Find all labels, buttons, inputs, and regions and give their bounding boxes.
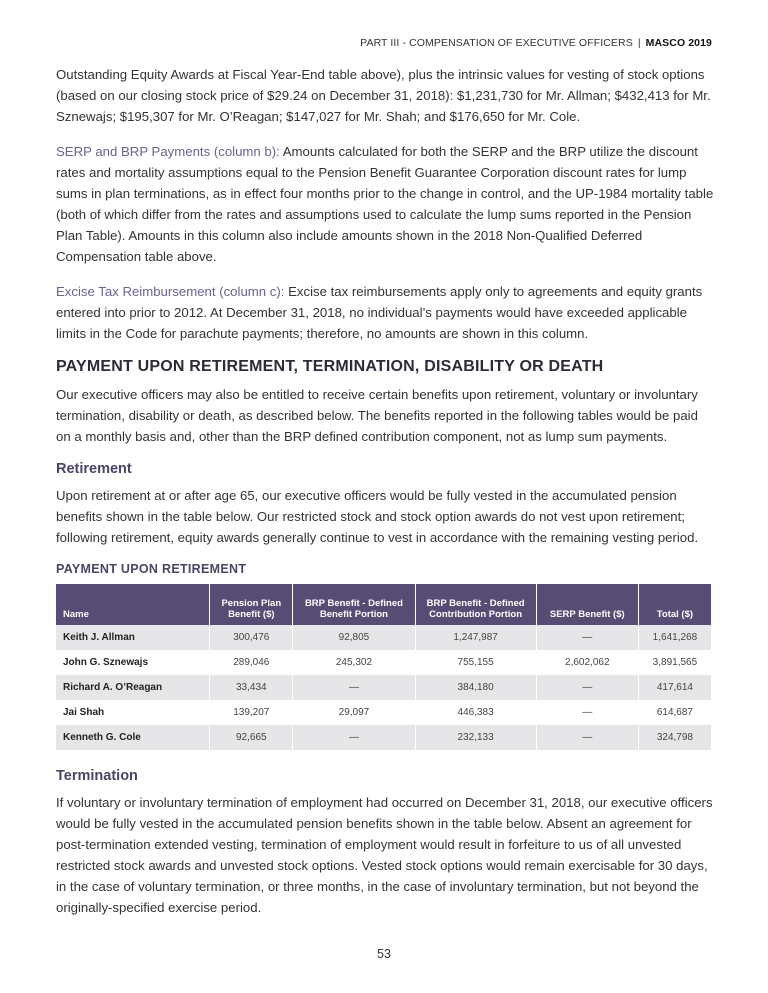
value-cell: —	[582, 707, 593, 718]
retirement-table	[55, 584, 712, 750]
paragraph-excise	[56, 281, 716, 344]
paragraph-serp-brp	[56, 141, 716, 267]
serp-label: SERP and BRP Payments (column b):	[56, 144, 280, 159]
table-row	[56, 650, 711, 675]
value-cell: 232,133	[416, 725, 536, 750]
value-cell: —	[293, 725, 414, 750]
table-row	[56, 725, 711, 750]
value-cell: 446,383	[457, 707, 494, 718]
termination-text: If voluntary or involuntary termination of employment had occurred on December 31, 2018, our executive officers would be fully vested in the accumulated pension benefits shown in the table below. Absent an agreement for post-termination extended vesting, termination of employment would result in forfeiture to us of all unvested restricted stock awards and unvested stock options. Vested stock options would remain exercisable for 30 days, in the case of voluntary termination, or three months, in the case of involuntary termination, but not beyond the originally-specified exercise period.	[56, 795, 713, 915]
table-header-row	[56, 584, 711, 625]
retirement-text: Upon retirement at or after age 65, our executive officers would be fully vested in the accumulated pension benefits shown in the table below. Our restricted stock and stock option awards do not vest upon retirement; following retirement, equity awards generally continue to vest in accordance with the remaining vesting period.	[56, 488, 699, 545]
table-row	[56, 625, 711, 650]
value-cell: —	[537, 675, 638, 700]
col-header: BRP Benefit - Defined Benefit Portion	[293, 584, 414, 625]
row-name-cell: Richard A. O’Reagan	[56, 675, 209, 700]
excise-label: Excise Tax Reimbursement (column c):	[56, 284, 285, 299]
excise-text: Excise tax reimbursements apply only to agreements and equity grants entered into prior to 2012. At December 31, 2018, no individual’s payments would have exceeded applicable limits in the Code for parachute payments; therefore, no amounts are shown in this column.	[56, 284, 703, 341]
running-header	[360, 37, 712, 49]
value-cell: —	[293, 675, 414, 700]
value-cell: 3,891,565	[652, 657, 698, 668]
value-cell: 2,602,062	[565, 657, 610, 668]
value-cell: 384,180	[416, 675, 536, 700]
value-cell: 139,207	[233, 707, 270, 718]
col-header: BRP Benefit - Defined Contribution Portion	[416, 584, 536, 625]
col-header: Name	[56, 584, 209, 625]
value-cell: 417,614	[639, 675, 711, 700]
value-cell: 755,155	[457, 657, 494, 668]
value-cell: 324,798	[639, 725, 711, 750]
section-intro: Our executive officers may also be entitled to receive certain benefits upon retirement, voluntary or involuntary termination, disability or death, as described below. The benefits reported in the following tables would be paid on a monthly basis and, other than the BRP defined contribution component, not as lump sum payments.	[56, 387, 698, 444]
serp-text: Amounts calculated for both the SERP and the BRP utilize the discount rates and mortality assumptions equal to the Pension Benefit Guarantee Corporation discount rates for lump sums in plan terminations, as in effect four months prior to the change in control, and the UP-1984 mortality table (both of which differ from the rates and assumptions used to calculate the lump sums reported in the Pension Plan Table). Amounts in this column also include amounts shown in the 2018 Non-Qualified Deferred Compensation table above.	[56, 144, 714, 264]
value-cell: 1,247,987	[416, 625, 536, 650]
retirement-heading: Retirement	[56, 461, 132, 477]
header-separator: |	[637, 37, 641, 49]
value-cell: —	[537, 625, 638, 650]
value-cell: 29,097	[338, 707, 370, 718]
value-cell: 92,665	[210, 725, 292, 750]
table-title: PAYMENT UPON RETIREMENT	[56, 562, 247, 576]
value-cell: 614,687	[656, 707, 693, 718]
table-row	[56, 675, 711, 700]
value-cell: 300,476	[210, 625, 292, 650]
value-cell: 33,434	[210, 675, 292, 700]
value-cell: 1,641,268	[639, 625, 711, 650]
termination-heading: Termination	[56, 768, 138, 784]
value-cell: 289,046	[233, 657, 270, 668]
row-name-cell: Jai Shah	[63, 707, 105, 718]
row-name-cell: John G. Sznewajs	[63, 657, 149, 668]
value-cell: 92,805	[293, 625, 414, 650]
col-header: SERP Benefit ($)	[537, 584, 638, 625]
row-name-cell: Kenneth G. Cole	[56, 725, 209, 750]
table-row	[56, 700, 711, 725]
row-name-cell: Keith J. Allman	[56, 625, 209, 650]
value-cell: 245,302	[335, 657, 373, 668]
header-section: PART III - COMPENSATION OF EXECUTIVE OFFICERS	[360, 37, 633, 49]
paragraph-continued: Outstanding Equity Awards at Fiscal Year-End table above), plus the intrinsic values for vesting of stock options (based on our closing stock price of $29.24 on December 31, 2018): $1,231,730 for Mr. Allman; $432,413 for Mr. Sznewajs; $195,307 for Mr. O’Reagan; $147,027 for Mr. Shah; and $176,650 for Mr. Cole.	[56, 67, 711, 124]
page-content	[56, 64, 716, 932]
page-number: 53	[377, 947, 391, 961]
col-header: Pension Plan Benefit ($)	[210, 584, 292, 625]
section-title: PAYMENT UPON RETIREMENT, TERMINATION, DISABILITY OR DEATH	[56, 358, 604, 375]
col-header: Total ($)	[639, 584, 711, 625]
header-brand: MASCO 2019	[645, 37, 712, 49]
value-cell: —	[537, 725, 638, 750]
